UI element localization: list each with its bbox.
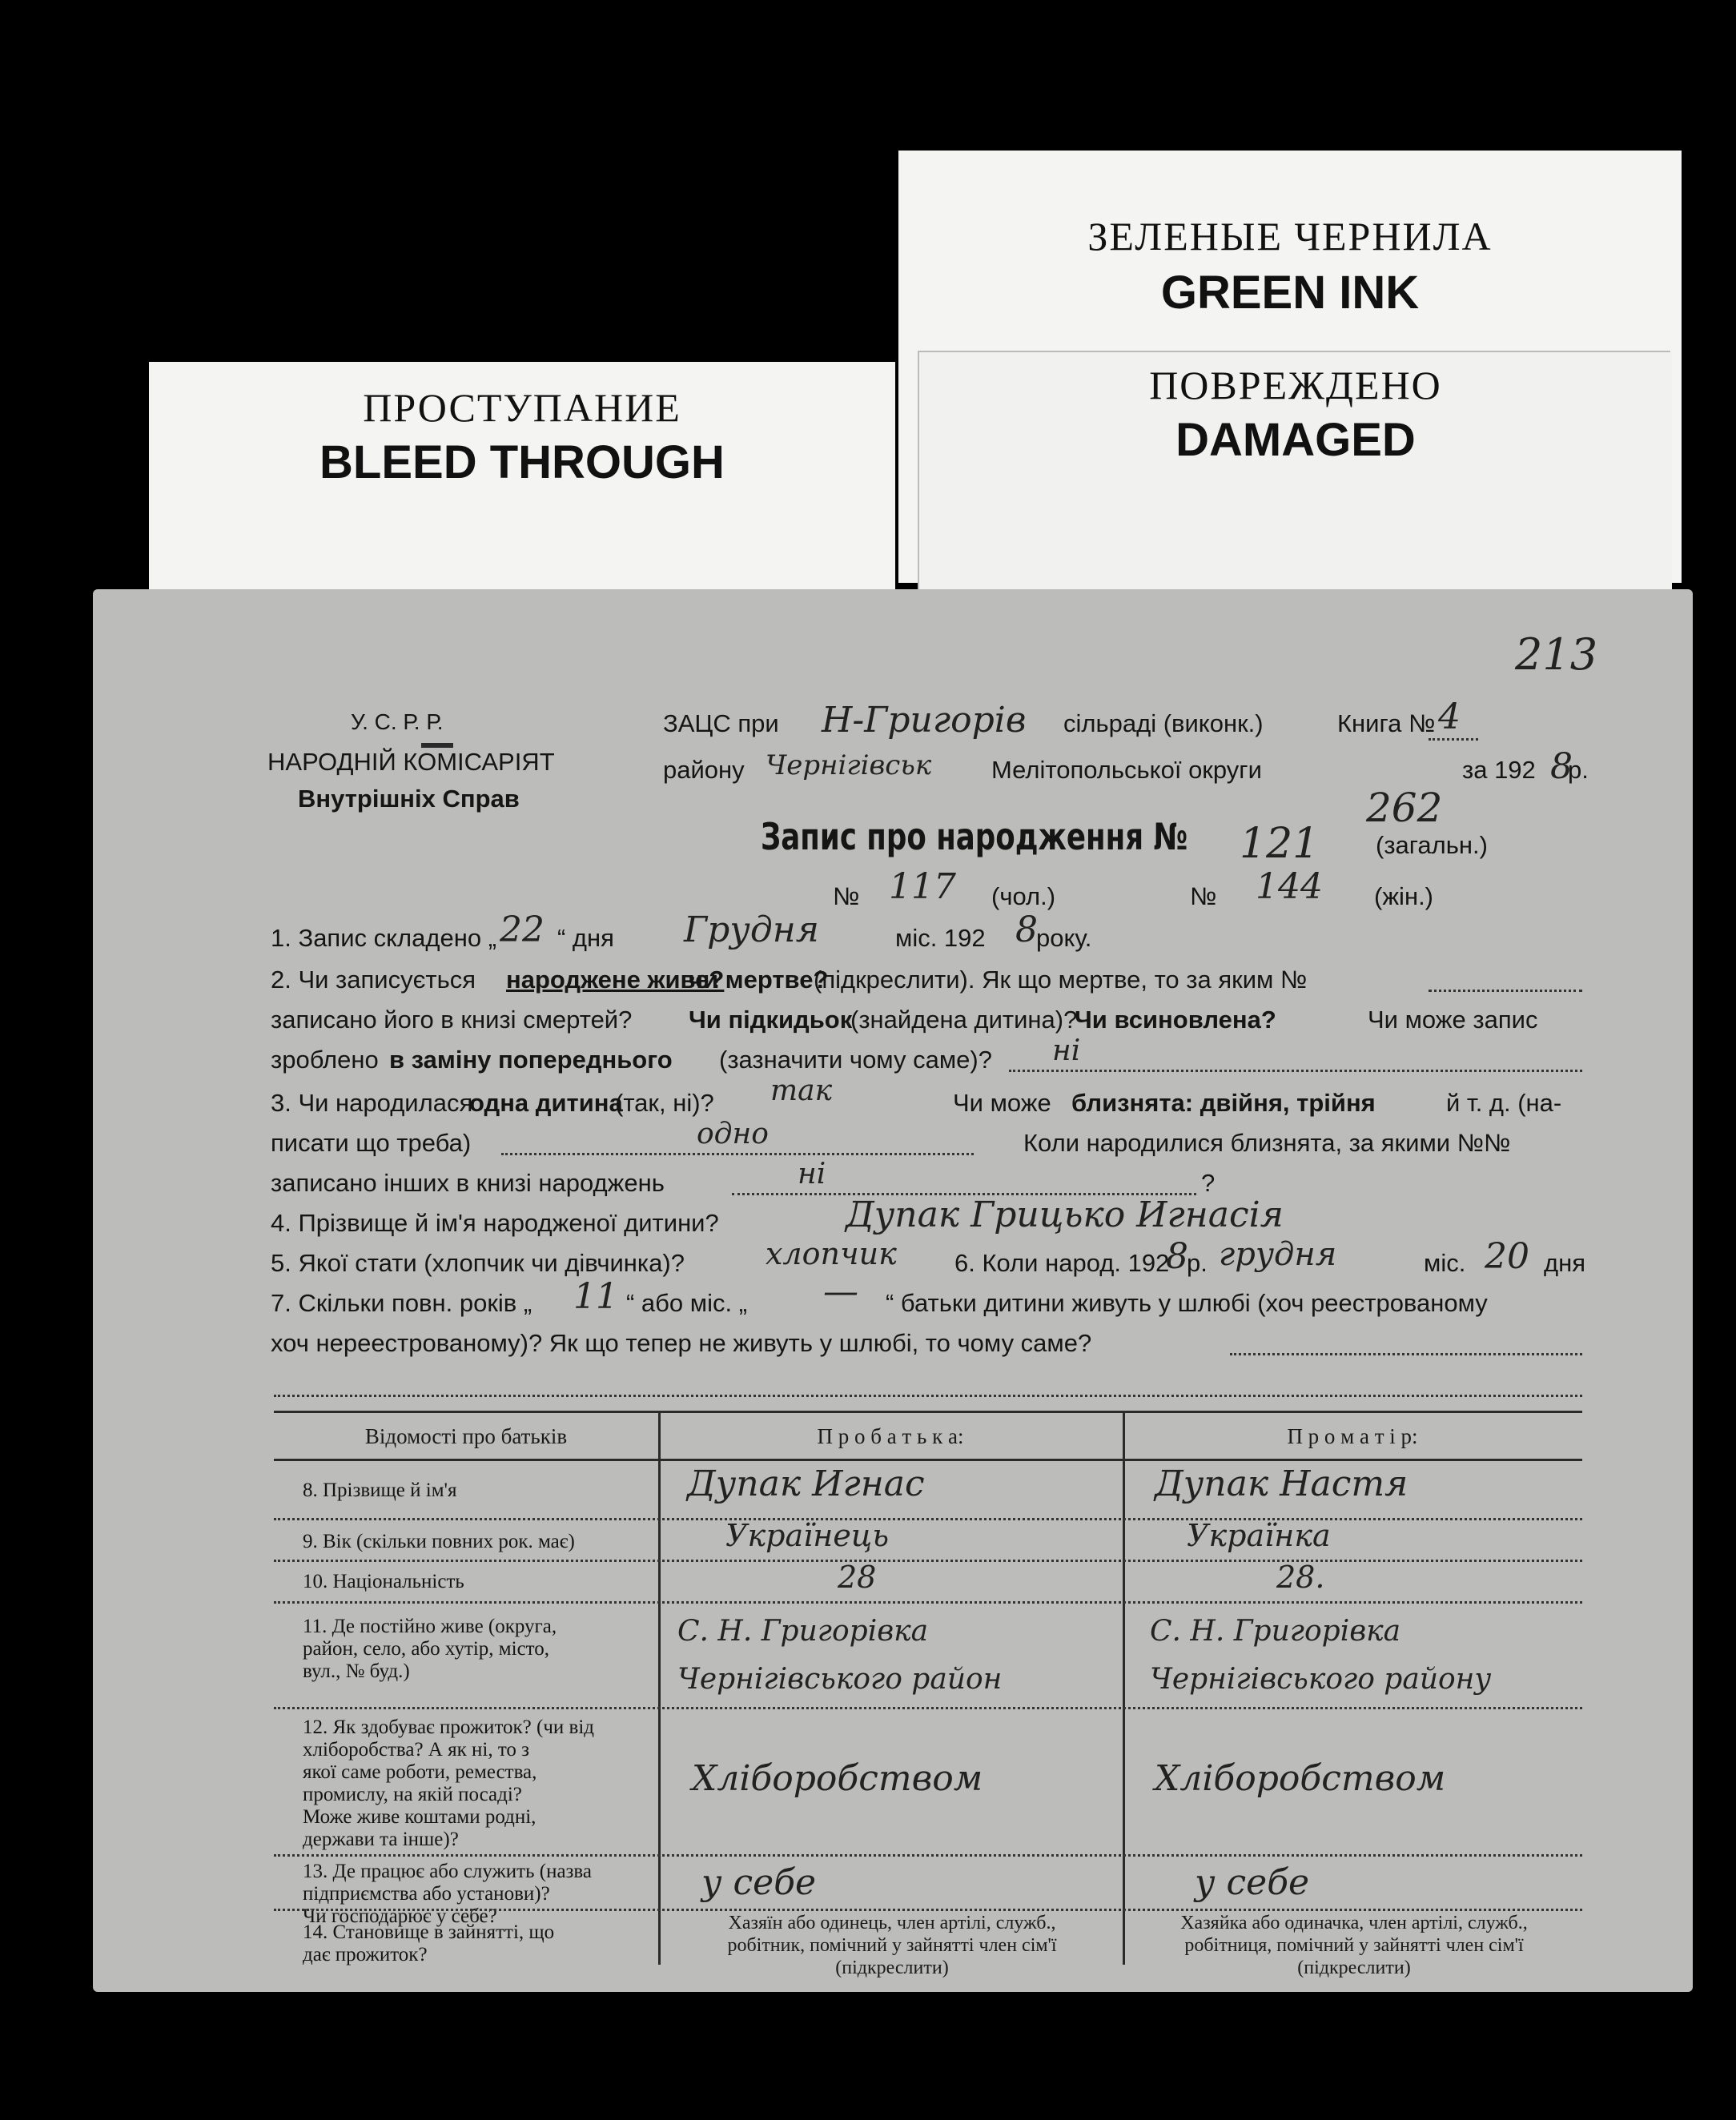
father-residence: С. Н. Григорівка Чернігівського район bbox=[677, 1615, 1003, 1696]
row10-label: 10. Національність bbox=[303, 1571, 464, 1592]
record-title: Запис про народження № bbox=[761, 815, 1188, 858]
record-month: Грудня bbox=[684, 909, 819, 950]
line6-a: писати що треба) bbox=[271, 1129, 472, 1157]
row12-label: 12. Як здобуває прожиток? (чи від хліборобства? А як ні, то з якої саме роботи, ремества, промислу, на якій посаді? Може живе коштами родні, держави та інше)? bbox=[303, 1716, 595, 1850]
line5-c: (так, ні)? bbox=[615, 1089, 714, 1117]
line9-c: р. bbox=[1187, 1249, 1208, 1277]
father-name: Дупак Игнас bbox=[687, 1464, 925, 1504]
zhin-label: (жін.) bbox=[1374, 882, 1434, 910]
card-bleed-en: BLEED THROUGH bbox=[319, 436, 725, 488]
label-card-bleed-through bbox=[149, 362, 895, 626]
line1-month-label: міс. 192 bbox=[895, 924, 986, 952]
line10-a: 7. Скільки повн. років „ bbox=[271, 1289, 532, 1317]
line2-dots bbox=[1429, 990, 1582, 992]
row9-label: 9. Вік (скільки повних рок. має) bbox=[303, 1531, 575, 1552]
father-occupation: Хліборобством bbox=[692, 1758, 983, 1799]
page-number: 213 bbox=[1515, 629, 1598, 680]
table-col-divider-1 bbox=[658, 1411, 661, 1965]
birth-record-form bbox=[93, 589, 1693, 1992]
silradi-label: сільраді (виконк.) bbox=[1063, 709, 1264, 737]
table-top-border bbox=[274, 1411, 1582, 1413]
line5-f: й т. д. (на- bbox=[1446, 1089, 1562, 1117]
line2-d: (підкреслити). Як що мертве, то за яким № bbox=[814, 966, 1308, 994]
line1-label: 1. Запис складено „ bbox=[271, 924, 497, 952]
mother-age: 28. bbox=[1276, 1560, 1325, 1595]
book-number: 4 bbox=[1438, 697, 1461, 737]
child-sex: хлопчик bbox=[766, 1236, 897, 1271]
chol-number-label: № bbox=[833, 882, 860, 910]
father-employment-status: Хазяїн або одинець, член артілі, служб., робітник, помічний у зайнятті член сім'ї (підкреслити) bbox=[727, 1913, 1057, 1978]
line6-b: Коли народилися близнята, за якими №№ bbox=[1023, 1129, 1511, 1157]
label-card-damaged bbox=[919, 352, 1672, 592]
year-value: 8 bbox=[1550, 746, 1573, 787]
mother-residence: С. Н. Григорівка Чернігівського району bbox=[1150, 1615, 1492, 1696]
book-dots bbox=[1429, 738, 1478, 741]
row13-label: 13. Де працює або служить (назва підприємства або установи)? Чи господарює у себе? bbox=[303, 1861, 592, 1927]
mother-name: Дупак Настя bbox=[1155, 1464, 1408, 1504]
mother-workplace: у себе bbox=[1195, 1862, 1310, 1903]
okrug-label: Мелітопольської округи bbox=[991, 756, 1262, 784]
replacement-answer: ні bbox=[1052, 1034, 1081, 1067]
table-head-father: П р о б а т ь к а: bbox=[817, 1424, 964, 1448]
record-number-alt: 262 bbox=[1366, 785, 1443, 831]
child-name: Дупак Грицько Игнасія bbox=[846, 1195, 1284, 1235]
ussr-header: У. С. Р. Р. bbox=[351, 709, 444, 734]
table-head-info: Відомості про батьків bbox=[364, 1424, 568, 1448]
mother-nationality: Українка bbox=[1187, 1518, 1331, 1553]
zags-label: ЗАЦС при bbox=[663, 709, 779, 737]
line3-c: (знайдена дитина)? bbox=[850, 1006, 1078, 1034]
line4-b: в заміну попереднього bbox=[389, 1046, 673, 1074]
zhin-number: 144 bbox=[1256, 866, 1323, 907]
row8-sep bbox=[274, 1518, 1582, 1520]
zags-village: Н-Григорів bbox=[822, 700, 1027, 741]
chol-number: 117 bbox=[889, 866, 956, 907]
marriage-months: — bbox=[823, 1271, 858, 1312]
line2-dead: чи мертве? bbox=[689, 966, 829, 994]
line10-b: “ або міс. „ bbox=[626, 1289, 748, 1317]
table-col-divider-2 bbox=[1123, 1411, 1125, 1965]
line3-d: Чи всиновлена? bbox=[1075, 1006, 1276, 1034]
table-head-mother: П р о м а т і р: bbox=[1287, 1424, 1418, 1448]
father-workplace: у себе bbox=[701, 1862, 817, 1903]
rayon-label: району bbox=[663, 756, 745, 784]
row12-sep bbox=[274, 1854, 1582, 1857]
row13-sep bbox=[274, 1909, 1582, 1911]
year-suffix: р. bbox=[1568, 756, 1589, 784]
commissariat-header: НАРОДНІЙ КОМІСАРІЯТ bbox=[267, 748, 555, 776]
card-damaged-en: DAMAGED bbox=[1175, 414, 1416, 466]
single-child-answer: так bbox=[770, 1074, 833, 1107]
line4-dots bbox=[1009, 1070, 1582, 1072]
line11-dots bbox=[1230, 1353, 1582, 1355]
row11-label: 11. Де постійно живе (округа, район, село, або хутір, місто, вул., № буд.) bbox=[303, 1616, 557, 1682]
record-number: 121 bbox=[1240, 820, 1320, 868]
card-green-ru: ЗЕЛЕНЫЕ ЧЕРНИЛА bbox=[1087, 214, 1493, 259]
row11-sep bbox=[274, 1707, 1582, 1709]
line2-alive: народжене живе? bbox=[506, 966, 725, 994]
record-day: 22 bbox=[500, 909, 545, 950]
line3-a: записано його в книзі смертей? bbox=[271, 1006, 633, 1034]
line7-b: ? bbox=[1201, 1169, 1216, 1197]
mother-employment-status: Хазяйка або одиначка, член артілі, служб., робітниця, помічний у зайнятті член сім'ї (підкреслити) bbox=[1180, 1913, 1528, 1978]
line1-year-label: року. bbox=[1036, 924, 1092, 952]
birth-day: 20 bbox=[1485, 1236, 1529, 1277]
line3-e: Чи може запис bbox=[1368, 1006, 1538, 1034]
row10-sep bbox=[274, 1601, 1582, 1604]
section-divider bbox=[274, 1395, 1582, 1397]
line2-a: 2. Чи записується bbox=[271, 966, 476, 994]
father-nationality: Українець bbox=[725, 1518, 890, 1553]
card-damaged-ru: ПОВРЕЖДЕНО bbox=[1149, 363, 1442, 408]
year-label: за 192 bbox=[1462, 756, 1536, 784]
twins-answer: одно bbox=[697, 1118, 769, 1150]
line5-a: 3. Чи народилася bbox=[271, 1089, 473, 1117]
line4-a: зроблено bbox=[271, 1046, 379, 1074]
row9-sep bbox=[274, 1560, 1582, 1562]
father-age: 28 bbox=[838, 1560, 877, 1595]
mother-occupation: Хліборобством bbox=[1155, 1758, 1446, 1799]
row14-label: 14. Становище в зайнятті, що дає прожиток? bbox=[303, 1921, 555, 1965]
twins-records-answer: ні bbox=[798, 1158, 826, 1190]
birth-year: 8 bbox=[1166, 1236, 1188, 1277]
line9-b: 6. Коли народ. 192 bbox=[954, 1249, 1170, 1277]
line1-day-label: “ дня bbox=[557, 924, 614, 952]
line9-d: міс. bbox=[1424, 1249, 1466, 1277]
line6-dots bbox=[501, 1153, 974, 1155]
line4-c: (зазначити чому саме)? bbox=[719, 1046, 992, 1074]
line9-e: дня bbox=[1544, 1249, 1585, 1277]
general-label: (загальн.) bbox=[1376, 831, 1488, 859]
marriage-years: 11 bbox=[573, 1276, 618, 1317]
line11-a: хоч нереестрованому)? Як що тепер не живуть у шлюбі, то чому саме? bbox=[271, 1329, 1092, 1357]
card-bleed-ru: ПРОСТУПАНИЕ bbox=[363, 385, 681, 430]
line5-b: одна дитина bbox=[469, 1089, 623, 1117]
line8-a: 4. Прізвище й ім'я народженої дитини? bbox=[271, 1209, 719, 1237]
line7-a: записано інших в книзі народжень bbox=[271, 1169, 665, 1197]
line3-b: Чи підкидьок bbox=[689, 1006, 853, 1034]
line5-d: Чи може bbox=[953, 1089, 1051, 1117]
row8-label: 8. Прізвище й ім'я bbox=[303, 1480, 457, 1501]
book-label: Книга № bbox=[1337, 709, 1436, 737]
rayon-value: Чернігівськ bbox=[766, 749, 932, 781]
card-green-en: GREEN INK bbox=[1160, 267, 1420, 319]
internal-affairs-header: Внутрішніх Справ bbox=[298, 785, 520, 813]
line10-c: “ батьки дитини живуть у шлюбі (хоч реестрованому bbox=[886, 1289, 1488, 1317]
line5-e: близнята: двійня, трійня bbox=[1071, 1089, 1376, 1117]
table-head-border bbox=[274, 1459, 1582, 1461]
birth-month: грудня bbox=[1219, 1236, 1337, 1273]
line9-a: 5. Якої стати (хлопчик чи дівчинка)? bbox=[271, 1249, 685, 1277]
chol-label: (чол.) bbox=[991, 882, 1056, 910]
record-year: 8 bbox=[1015, 909, 1038, 950]
zhin-number-label: № bbox=[1190, 882, 1217, 910]
